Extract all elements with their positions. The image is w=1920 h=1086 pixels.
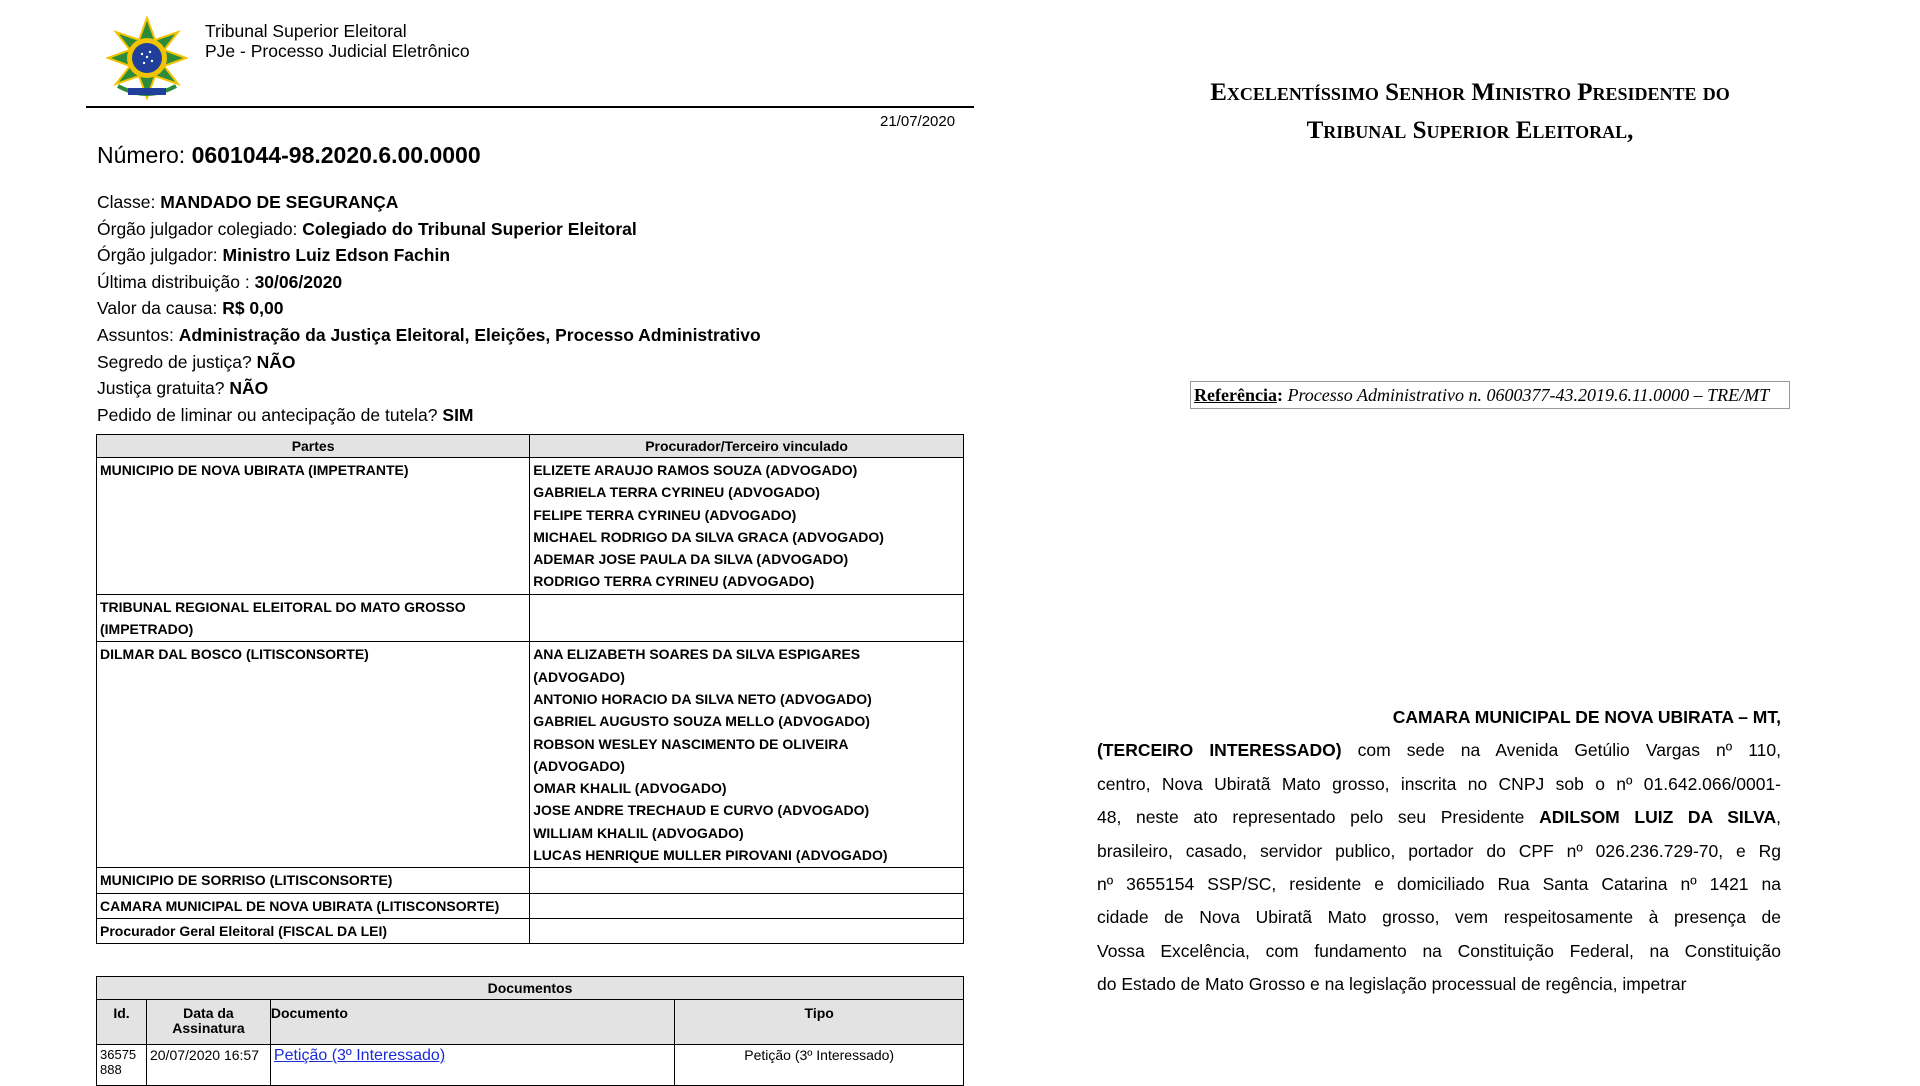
meta-value: 30/06/2020 — [254, 271, 343, 292]
meta-label: Classe: — [97, 192, 156, 212]
lawyer-name: GABRIEL AUGUSTO SOUZA MELLO (ADVOGADO) — [533, 713, 870, 730]
parties-body — [97, 458, 964, 944]
parties-header-row — [97, 435, 964, 458]
meta-row-classe — [97, 189, 761, 216]
process-number — [97, 142, 481, 169]
table-row — [97, 918, 964, 943]
meta-label: Valor da causa: — [97, 298, 218, 319]
lawyer-name: ADEMAR JOSE PAULA DA SILVA (ADVOGADO) — [533, 551, 849, 568]
lawyer-name: (ADVOGADO) — [533, 757, 625, 774]
petition-line: brasileiro, casado, servidor publico, portador do CPF nº 026.236.729-70, e Rg — [1097, 840, 1781, 861]
header-divider — [86, 106, 974, 108]
party-name: CAMARA MUNICIPAL DE NOVA UBIRATA (LITISCONSORTE) — [97, 893, 530, 918]
right-page — [1000, 0, 1920, 1080]
petition-line: cidade de Nova Ubiratã Mato grosso, vem respeitosamente à presença de — [1097, 907, 1781, 928]
column-header: Id. — [97, 1000, 147, 1045]
party-lawyers — [530, 868, 964, 893]
lawyer-name: WILLIAM KHALIL (ADVOGADO) — [533, 824, 744, 841]
table-row — [97, 458, 964, 595]
process-number-label: Número: — [97, 142, 186, 168]
meta-label: Órgão julgador: — [97, 245, 218, 266]
table-row — [97, 893, 964, 918]
process-number-value: 0601044-98.2020.6.00.0000 — [191, 142, 481, 168]
lawyer-name: ANA ELIZABETH SOARES DA SILVA ESPIGARES — [533, 646, 861, 663]
documents-header-row — [97, 1000, 964, 1045]
column-header: Documento — [270, 1000, 674, 1045]
table-row — [97, 868, 964, 893]
documents-title: Documentos — [97, 977, 964, 1000]
party-name: DILMAR DAL BOSCO (LITISCONSORTE) — [97, 642, 530, 868]
petition-text-span: com sede na Avenida Getúlio Vargas nº 110, — [1341, 740, 1781, 761]
doc-date: 20/07/2020 16:57 — [146, 1045, 270, 1086]
petition-line: do Estado de Mato Grosso e na legislação processual de regência, impetrar — [1097, 974, 1687, 995]
lawyer-name: GABRIELA TERRA CYRINEU (ADVOGADO) — [533, 484, 820, 501]
documents-table — [96, 976, 964, 1086]
meta-row-orgao-colegiado — [97, 216, 761, 243]
lawyer-name: (ADVOGADO) — [533, 668, 625, 685]
petition-line: nº 3655154 SSP/SC, residente e domiciliado Rua Santa Catarina nº 1421 na — [1097, 873, 1781, 894]
addressee-line: Tribunal Superior Eleitoral, — [1306, 117, 1634, 144]
party-lawyers — [530, 642, 964, 868]
documents-title-row — [97, 977, 964, 1000]
party-lawyers — [530, 893, 964, 918]
system-name: PJe - Processo Judicial Eletrônico — [205, 41, 470, 61]
party-lawyers — [530, 918, 964, 943]
meta-value: MANDADO DE SEGURANÇA — [160, 192, 399, 212]
lawyer-name: OMAR KHALIL (ADVOGADO) — [533, 780, 727, 797]
party-lawyers — [530, 458, 964, 595]
meta-row-assuntos — [97, 322, 761, 349]
petition-line — [1097, 734, 1781, 767]
lawyer-name: ELIZETE ARAUJO RAMOS SOUZA (ADVOGADO) — [533, 462, 858, 478]
reference-box — [1190, 381, 1790, 409]
petition-text — [1097, 701, 1781, 1002]
addressee-line: Excelentíssimo Senhor Ministro Presidente do — [1210, 79, 1730, 106]
lawyer-name: JOSE ANDRE TRECHAUD E CURVO (ADVOGADO) — [533, 802, 870, 819]
meta-value: NÃO — [229, 378, 269, 399]
reference-value: Processo Administrativo n. 0600377-43.2019.6.11.0000 – TRE/MT — [1287, 385, 1770, 405]
party-name: TRIBUNAL REGIONAL ELEITORAL DO MATO GROSSO (IMPETRADO) — [97, 594, 530, 642]
column-header: Partes — [97, 435, 530, 458]
lawyer-name: MICHAEL RODRIGO DA SILVA GRACA (ADVOGADO) — [533, 528, 884, 545]
reference-label: Referência — [1194, 385, 1277, 405]
meta-label: Assuntos: — [97, 324, 174, 345]
party-name: MUNICIPIO DE NOVA UBIRATA (IMPETRANTE) — [97, 458, 530, 595]
parties-table — [96, 434, 964, 944]
meta-value: Colegiado do Tribunal Superior Eleitoral — [302, 218, 637, 239]
process-metadata — [97, 189, 761, 428]
meta-value: Ministro Luiz Edson Fachin — [222, 245, 451, 266]
column-header: Procurador/Terceiro vinculado — [530, 435, 964, 458]
meta-row-gratuita — [97, 375, 761, 402]
table-row — [97, 1045, 964, 1086]
lawyer-name: LUCAS HENRIQUE MULLER PIROVANI (ADVOGADO) — [533, 847, 888, 864]
meta-value: SIM — [442, 404, 474, 425]
party-lawyers — [530, 594, 964, 642]
lawyer-name: ROBSON WESLEY NASCIMENTO DE OLIVEIRA — [533, 735, 849, 752]
meta-value: R$ 0,00 — [222, 298, 284, 319]
lawyer-name: FELIPE TERRA CYRINEU (ADVOGADO) — [533, 506, 797, 523]
doc-id: 36575 888 — [97, 1045, 147, 1086]
meta-row-liminar — [97, 402, 761, 429]
reference-colon: : — [1276, 385, 1283, 405]
meta-row-distribuicao — [97, 269, 761, 296]
meta-label: Pedido de liminar ou antecipação de tutela? — [97, 404, 438, 425]
table-row — [97, 594, 964, 642]
meta-label: Justiça gratuita? — [97, 378, 225, 399]
doc-name-cell — [270, 1045, 674, 1086]
meta-row-segredo — [97, 349, 761, 376]
petitioner-name: CAMARA MUNICIPAL DE NOVA UBIRATA – MT, — [1392, 707, 1781, 727]
meta-label: Última distribuição : — [97, 271, 250, 292]
petitioner-role: (TERCEIRO INTERESSADO) — [1097, 740, 1342, 761]
column-header: Tipo — [675, 1000, 964, 1045]
lawyer-name: RODRIGO TERRA CYRINEU (ADVOGADO) — [533, 573, 815, 590]
petition-text-span: , — [1776, 807, 1781, 828]
petition-line — [1097, 801, 1781, 834]
meta-label: Órgão julgador colegiado: — [97, 218, 298, 239]
lawyer-name: ANTONIO HORACIO DA SILVA NETO (ADVOGADO) — [533, 690, 872, 707]
addressee — [1040, 74, 1900, 150]
document-date: 21/07/2020 — [880, 113, 956, 130]
party-name: Procurador Geral Eleitoral (FISCAL DA LEI) — [97, 918, 530, 943]
meta-value: Administração da Justiça Eleitoral, Eleições, Processo Administrativo — [178, 324, 761, 345]
petition-text-span: 48, neste ato representado pelo seu Presidente — [1097, 807, 1540, 828]
meta-row-orgao-julgador — [97, 242, 761, 269]
table-row — [97, 642, 964, 868]
petition-line: centro, Nova Ubiratã Mato grosso, inscrita no CNPJ sob o nº 01.642.066/0001- — [1097, 773, 1781, 794]
party-name: MUNICIPIO DE SORRISO (LITISCONSORTE) — [97, 868, 530, 893]
president-name: ADILSOM LUIZ DA SILVA — [1539, 807, 1777, 828]
meta-label: Segredo de justiça? — [97, 351, 252, 372]
brazil-coat-of-arms-icon — [106, 16, 188, 100]
document-link[interactable]: Petição (3º Interessado) — [273, 1047, 446, 1064]
meta-value: NÃO — [256, 351, 296, 372]
column-header: Data da Assinatura — [146, 1000, 270, 1045]
meta-row-valor — [97, 295, 761, 322]
petition-line: Vossa Excelência, com fundamento na Constituição Federal, na Constituição — [1097, 940, 1781, 961]
doc-type: Petição (3º Interessado) — [675, 1045, 964, 1086]
petition-line — [1097, 701, 1781, 734]
court-name: Tribunal Superior Eleitoral — [205, 21, 407, 41]
court-header — [205, 21, 470, 61]
